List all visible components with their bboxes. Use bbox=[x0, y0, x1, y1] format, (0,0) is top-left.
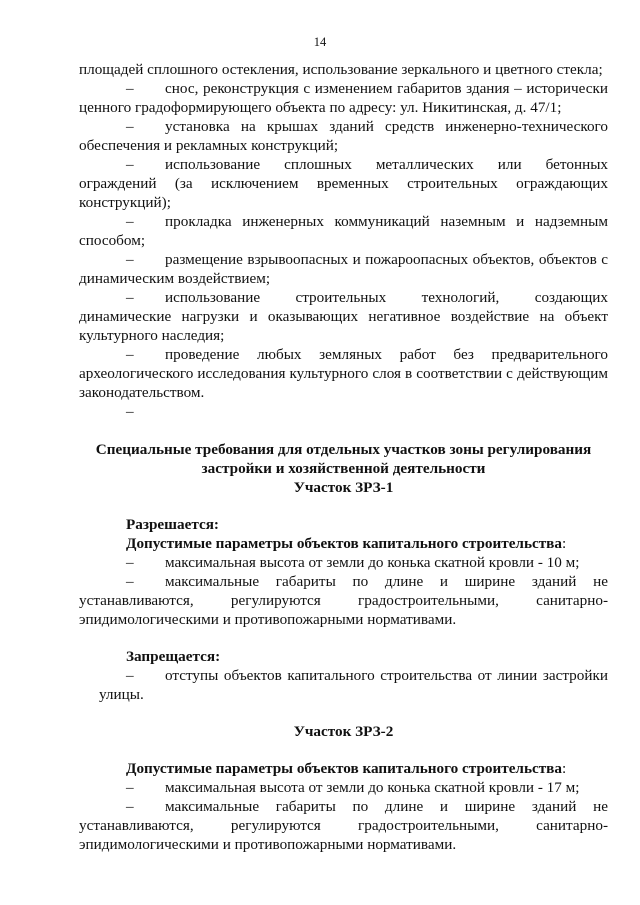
document-body bbox=[79, 60, 608, 854]
list-item-text: установка на крышах зданий средств инженерно-технического обеспечения и рекламных конструкций; bbox=[79, 118, 608, 154]
allowed-heading: Разрешается: bbox=[126, 516, 219, 533]
dash-marker: – bbox=[126, 251, 134, 268]
list-item-text: снос, реконструкция с изменением габаритов здания – исторически ценного градоформирующего объекта по адресу: ул. Никитинская, д. 47/1; bbox=[79, 80, 608, 116]
list-item-text: прокладка инженерных коммуникаций наземным и надземным способом; bbox=[79, 213, 608, 249]
dash-marker: – bbox=[126, 798, 134, 815]
page-number: 14 bbox=[313, 35, 327, 49]
dash-marker: – bbox=[126, 213, 134, 230]
list-item-text: использование сплошных металлических или бетонных ограждений (за исключением временных строительных ограждающих конструкций); bbox=[79, 156, 608, 211]
list-item bbox=[79, 288, 608, 345]
list-item-text: размещение взрывоопасных и пожароопасных объектов, объектов с динамическим воздействием; bbox=[79, 251, 608, 287]
paragraph-continuation: площадей сплошного остекления, использование зеркального и цветного стекла; bbox=[79, 61, 603, 78]
list-item-text: максимальная высота от земли до конька скатной кровли - 10 м; bbox=[165, 554, 580, 571]
list-item-text: использование строительных технологий, создающих динамические нагрузки и оказывающих негативное воздействие на объект культурного наследия; bbox=[79, 289, 608, 344]
list-item-text: максимальные габариты по длине и ширине зданий не устанавливаются, регулируются градостроительными, санитарно-эпидимологическими и противопожарными нормативами. bbox=[79, 573, 608, 628]
list-item-text: максимальные габариты по длине и ширине зданий не устанавливаются, регулируются градостроительными, санитарно-эпидимологическими и противопожарными нормативами. bbox=[79, 798, 608, 853]
dash-marker: – bbox=[126, 346, 134, 363]
list-item bbox=[79, 402, 608, 421]
section-heading-line: застройки и хозяйственной деятельности bbox=[201, 460, 486, 477]
params-title: Допустимые параметры объектов капитального строительства bbox=[126, 760, 562, 777]
list-item-text: отступы объектов капитального строительства от линии застройки улицы. bbox=[99, 667, 608, 703]
dash-marker: – bbox=[126, 156, 134, 173]
list-item bbox=[79, 155, 608, 212]
list-item bbox=[79, 250, 608, 288]
dash-marker: – bbox=[126, 80, 134, 97]
dash-marker: – bbox=[126, 554, 134, 571]
section-heading-line: Специальные требования для отдельных участков зоны регулирования bbox=[95, 441, 592, 458]
list-item bbox=[79, 666, 608, 704]
zone1-title: Участок ЗРЗ-1 bbox=[293, 479, 394, 496]
params-heading bbox=[79, 759, 608, 778]
dash-marker: – bbox=[126, 667, 134, 684]
dash-marker: – bbox=[126, 779, 134, 796]
dash-marker: – bbox=[126, 573, 134, 590]
list-item-text: проведение любых земляных работ без предварительного археологического исследования культурного слоя в соответствии с действующим законодательством. bbox=[79, 346, 608, 401]
list-item bbox=[79, 778, 608, 797]
list-item bbox=[79, 345, 608, 402]
params-colon: : bbox=[561, 760, 567, 777]
list-item bbox=[79, 212, 608, 250]
params-heading bbox=[79, 534, 608, 553]
list-item bbox=[79, 117, 608, 155]
forbidden-heading: Запрещается: bbox=[126, 648, 221, 665]
list-item bbox=[79, 553, 608, 572]
zone2-title: Участок ЗРЗ-2 bbox=[293, 723, 394, 740]
dash-marker: – bbox=[126, 289, 134, 306]
dash-marker: – bbox=[126, 118, 134, 135]
list-item bbox=[79, 797, 608, 854]
list-item bbox=[79, 572, 608, 629]
params-colon: : bbox=[561, 535, 567, 552]
dash-marker: – bbox=[126, 403, 134, 420]
params-title: Допустимые параметры объектов капитального строительства bbox=[126, 535, 562, 552]
list-item-text: максимальная высота от земли до конька скатной кровли - 17 м; bbox=[165, 779, 580, 796]
list-item bbox=[79, 79, 608, 117]
